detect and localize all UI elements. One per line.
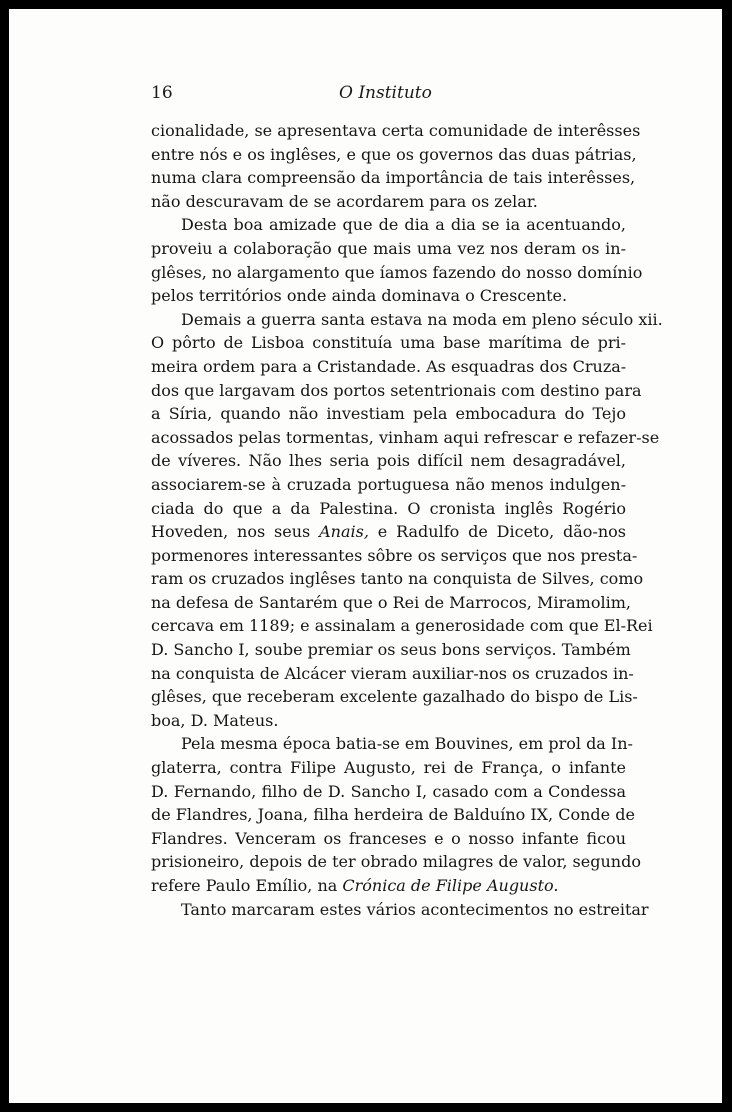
text-line-with-italic <box>151 520 626 544</box>
page-number: 16 <box>151 83 173 103</box>
text-line: na conquista de Alcácer vieram auxiliar-nos os cruzados in- <box>151 663 634 683</box>
page-header <box>9 79 722 107</box>
text-line: acossados pelas tormentas, vinham aqui refrescar e refazer-se <box>151 427 660 447</box>
text-line: meira ordem para a Cristandade. As esquadras dos Cruza- <box>151 356 627 376</box>
text-line: D. Fernando, filho de D. Sancho I, casado com a Condessa <box>151 781 626 801</box>
text-line: Desta boa amizade que de dia a dia se ia acentuando, <box>181 215 626 235</box>
text-line: não descuravam de se acordarem para os zelar. <box>151 191 538 211</box>
book-title-italic: Anais, <box>319 522 369 542</box>
text-line: glêses, que receberam excelente gazalhado do bispo de Lis- <box>151 687 638 707</box>
text-line: cercava em 1189; e assinalam a generosidade com que El-Rei <box>151 616 653 636</box>
body-text <box>151 119 663 921</box>
text-line: dos que largavam dos portos setentrionais com destino para <box>151 380 642 400</box>
text-line: boa, D. Mateus. <box>151 710 279 730</box>
text-line: Demais a guerra santa estava na moda em pleno século xii. <box>181 309 663 329</box>
text-line: numa clara compreensão da importância de tais interêsses, <box>151 168 636 188</box>
text-line: entre nós e os inglêses, e que os governos das duas pátrias, <box>151 144 637 164</box>
text-line: proveiu a colaboração que mais uma vez nos deram os in- <box>151 238 626 258</box>
book-title-italic: Crónica de Filipe Augusto. <box>342 876 559 895</box>
text-segment: e Radulfo de Diceto, dão-nos <box>368 522 626 542</box>
text-line: na defesa de Santarém que o Rei de Marrocos, Miramolim, <box>151 592 631 612</box>
text-line-with-italic <box>151 874 626 898</box>
text-segment: Hoveden, nos seus <box>151 522 320 542</box>
text-line: Pela mesma época batia-se em Bouvines, em prol da In- <box>181 734 633 754</box>
text-line: D. Sancho I, soube premiar os seus bons serviços. Também <box>151 640 631 660</box>
paragraph <box>151 898 649 922</box>
text-line: glêses, no alargamento que íamos fazendo do nosso domínio <box>151 262 643 282</box>
text-line: pelos territórios onde ainda dominava o Crescente. <box>151 286 568 306</box>
paragraph <box>151 213 643 307</box>
text-line: ciada do que a da Palestina. O cronista inglês Rogério <box>151 498 626 518</box>
text-line: de Flandres, Joana, filha herdeira de Balduíno IX, Conde de <box>151 805 635 825</box>
text-line: Tanto marcaram estes vários acontecimentos no estreitar <box>181 899 649 919</box>
text-line: de víveres. Não lhes seria pois difícil nem desagradável, <box>151 451 626 471</box>
paragraph <box>151 119 641 213</box>
text-line: cionalidade, se apresentava certa comunidade de interêsses <box>151 121 641 140</box>
text-line: associarem-se à cruzada portuguesa não menos indulgen- <box>151 474 626 494</box>
text-line: pormenores interessantes sôbre os serviços que nos presta- <box>151 545 638 565</box>
text-line: ram os cruzados inglêses tanto na conquista de Silves, como <box>151 569 644 589</box>
text-line: glaterra, contra Filipe Augusto, rei de França, o infante <box>151 758 626 778</box>
book-page <box>9 9 722 1103</box>
running-title: O Instituto <box>339 83 432 103</box>
text-line: Flandres. Venceram os franceses e o nosso infante ficou <box>151 828 626 848</box>
paragraph <box>151 732 641 897</box>
text-line: prisioneiro, depois de ter obrado milagres de valor, segundo <box>151 852 641 872</box>
text-line: O pôrto de Lisboa constituía uma base marítima de pri- <box>151 333 626 353</box>
text-segment: refere Paulo Emílio, na <box>151 876 343 895</box>
paragraph <box>151 308 663 733</box>
text-line: a Síria, quando não investiam pela embocadura do Tejo <box>151 404 626 424</box>
